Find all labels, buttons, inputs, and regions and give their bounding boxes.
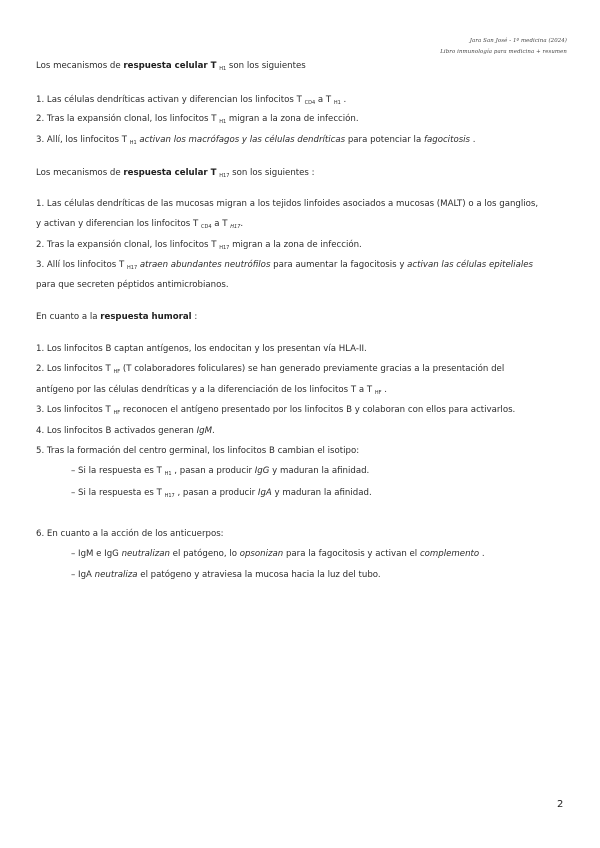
header-source: Libro inmunología para medicina + resumen [440,49,567,55]
humoral-subitem-th17: – Si la respuesta es T $_{H17}$ , pasan a producir IgA y maduran la afinidad. [71,488,372,499]
humoral-item-3: 3. Los linfocitos T $_{HF}$ reconocen el antígeno presentado por los linfocitos B y colaboran con ellos para activarlos. [36,405,516,416]
th17-item-3-line-2: para que secreten péptidos antimicrobianos. [36,280,229,290]
antibodies-subitem-igm-igg: – IgM e IgG neutralizan el patógeno, lo opsonizan para la fagocitosis y activan el complemento . [71,549,485,559]
humoral-item-4: 4. Los linfocitos B activados generan IgM. [36,426,215,436]
th17-item-1-line-2: y activan y diferencian los linfocitos T $_{CD4}$ a T $_{H17}$. [36,219,244,230]
th17-item-3-line-1: 3. Allí los linfocitos T $_{H17}$ atraen abundantes neutrófilos para aumentar la fagocitosis y activan las células epiteliales [36,260,533,271]
humoral-item-5: 5. Tras la formación del centro germinal, los linfocitos B cambian el isotipo: [36,446,360,456]
th17-item-1-line-1: 1. Las células dendríticas de las mucosas migran a los tejidos linfoides asociados a mucosas (MALT) o a los ganglios, [36,199,539,209]
humoral-item-1: 1. Los linfocitos B captan antígenos, los endocitan y los presentan vía HLA-II. [36,344,367,354]
th1-item-2: 2. Tras la expansión clonal, los linfocitos T $_{H1}$ migran a la zona de infección. [36,114,359,125]
th1-intro-bold: respuesta celular T [123,61,217,71]
humoral-item-2-line-2: antígeno por las células dendríticas y a la diferenciación de los linfocitos T a T $_{HF}$ . [36,385,387,396]
th1-item-3: 3. Allí, los linfocitos T $_{H1}$ activan los macrófagos y las células dendríticas para potenciar la fagocitosis . [36,135,476,146]
antibodies-intro: 6. En cuanto a la acción de los anticuerpos: [36,529,224,539]
th17-intro-bold: respuesta celular T [123,168,217,178]
humoral-item-2-line-1: 2. Los linfocitos T $_{HF}$ (T colaboradores foliculares) se han generado previamente gracias a la presentación del [36,364,505,375]
humoral-subitem-th1: – Si la respuesta es T $_{H1}$ , pasan a producir IgG y maduran la afinidad. [71,466,370,477]
th17-item-2: 2. Tras la expansión clonal, los linfocitos T $_{H17}$ migran a la zona de infección. [36,240,362,251]
th1-intro: Los mecanismos de respuesta celular T $_{H1}$ son los siguientes [36,61,306,72]
th1-item-1: 1. Las células dendríticas activan y diferencian los linfocitos T $_{CD4}$ a T $_{H1}$ . [36,95,347,106]
humoral-intro: En cuanto a la respuesta humoral : [36,312,198,322]
th17-intro: Los mecanismos de respuesta celular T $_{H17}$ son los siguientes : [36,168,315,179]
antibodies-subitem-iga: – IgA neutraliza el patógeno y atraviesa la mucosa hacia la luz del tubo. [71,570,381,580]
page-number: 2 [557,799,564,810]
humoral-intro-bold: respuesta humoral [100,312,192,322]
header-author: Jara San José - 1º medicina (2024) [469,38,567,44]
